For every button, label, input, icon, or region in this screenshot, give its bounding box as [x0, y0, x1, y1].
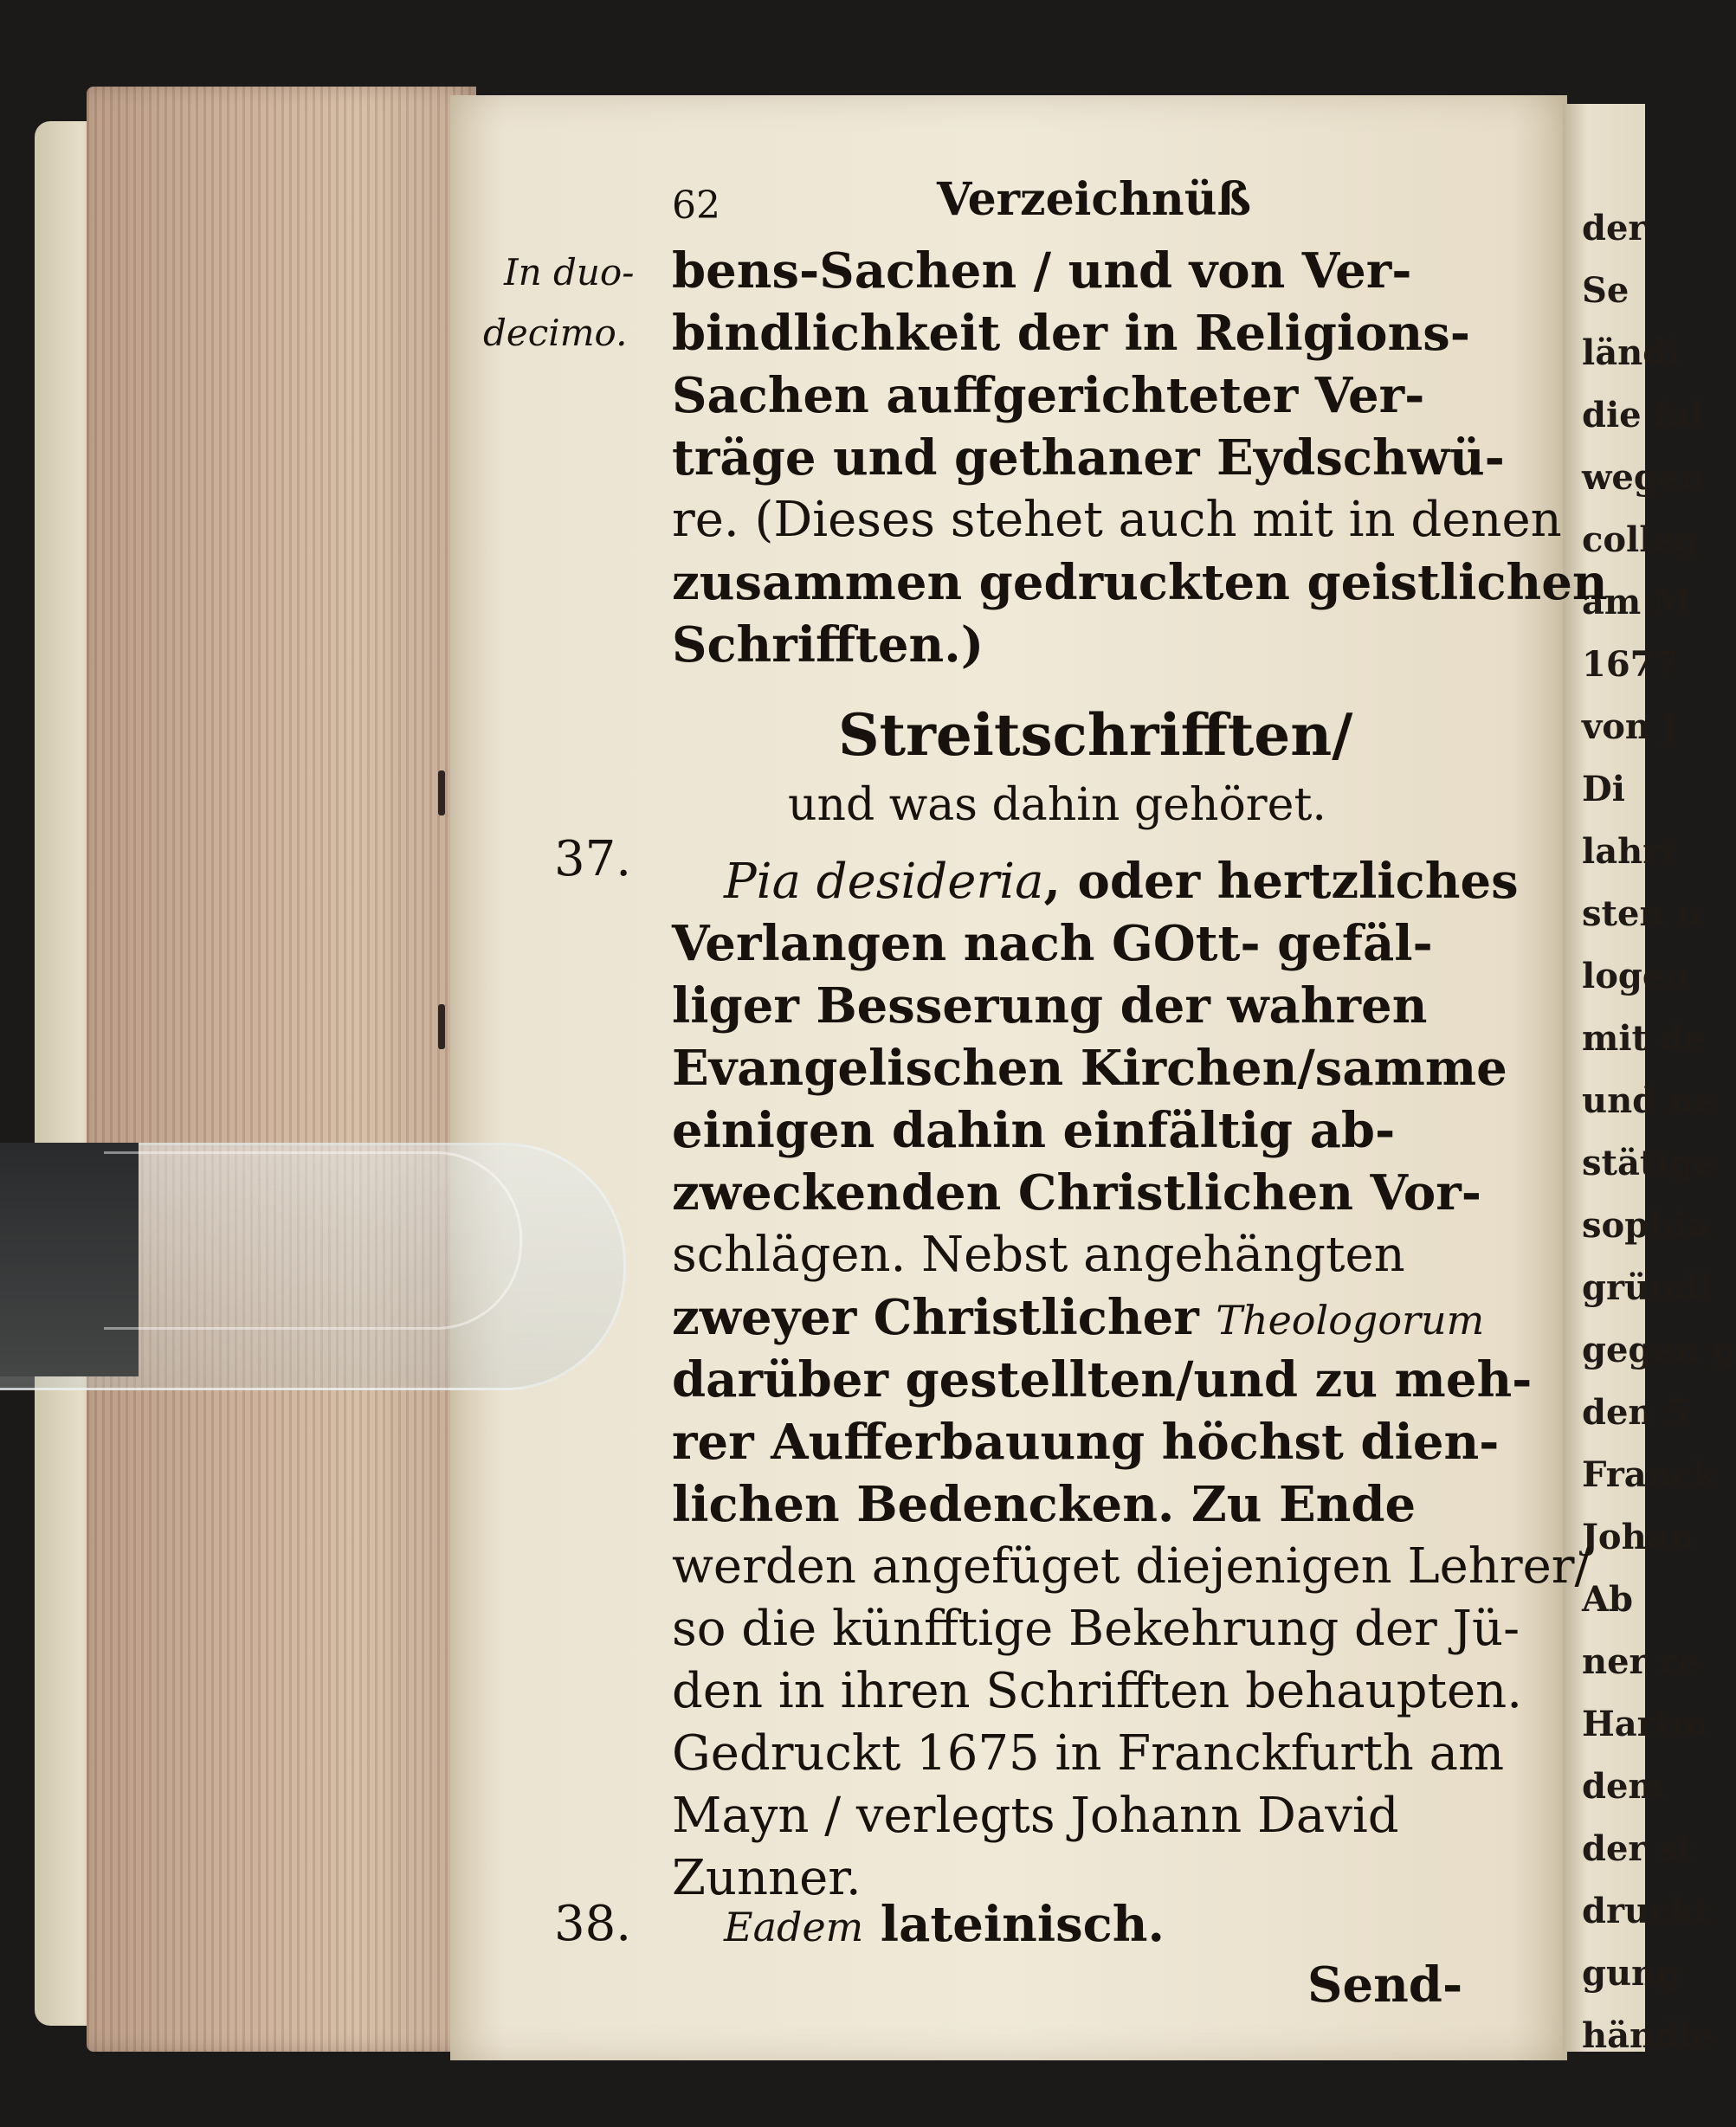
entry-number: 37. — [554, 831, 632, 887]
facing-page — [1563, 104, 1736, 2056]
text-line: liger Besserung der wahren — [672, 977, 1428, 1034]
text-line: den in ihren Schrifften behaupten. — [672, 1663, 1523, 1719]
facing-page-fragment: gung — [1582, 1953, 1681, 1994]
edge-mark — [438, 1004, 445, 1049]
facing-page-fragment: sten u — [1582, 893, 1702, 934]
facing-page-fragment: mit de — [1582, 1018, 1707, 1059]
text-line: werden angefüget diejenigen Lehrer/ — [672, 1538, 1591, 1595]
text-line: Zunner. — [672, 1850, 862, 1906]
entry-latin-term: Theologorum — [1216, 1297, 1485, 1344]
text-line: Sachen auffgerichteter Ver- — [672, 367, 1425, 424]
text-line: zweckenden Christlichen Vor- — [672, 1164, 1481, 1221]
facing-page-fragment: ländi — [1582, 332, 1681, 373]
facing-page-fragment: 1677 — [1582, 644, 1679, 685]
facing-page-fragment: Di — [1582, 769, 1625, 809]
facing-page-fragment: und ne — [1582, 1080, 1716, 1121]
section-heading: Streitschrifften/ — [838, 701, 1353, 769]
facing-page-fragment: stätige — [1582, 1143, 1716, 1183]
entry-number: 38. — [554, 1896, 632, 1952]
facing-page-fragment: am M — [1582, 582, 1692, 622]
margin-note-format: decimo. — [483, 312, 628, 354]
facing-page-fragment: Franck — [1582, 1454, 1717, 1495]
facing-page-fragment: lahrt — [1582, 831, 1677, 872]
text-line: Verlangen nach GOtt- gefäl- — [672, 915, 1433, 972]
text-line: lichen Bedencken. Zu Ende — [672, 1476, 1417, 1533]
facing-page-fragment: gegen g — [1582, 1330, 1736, 1370]
facing-page-fragment: dem — [1582, 1766, 1665, 1807]
text-line: re. (Dieses stehet auch mit in denen — [672, 492, 1562, 548]
facing-page-fragment: gründl — [1582, 1267, 1713, 1308]
facing-page-fragment: Se — [1582, 270, 1630, 311]
entry-first-line — [724, 853, 1519, 910]
text-line: bens-Sachen / und von Ver- — [672, 242, 1412, 300]
facing-page-fragment: sophia — [1582, 1205, 1710, 1246]
facing-page-fragment: logen — [1582, 956, 1690, 996]
entry-text: zweyer Christlicher — [672, 1289, 1199, 1346]
facing-page-fragment: ner re — [1582, 1641, 1701, 1682]
entry-text: , oder hertzliches — [1043, 853, 1519, 910]
facing-page-fragment: von J — [1582, 706, 1679, 747]
text-line: bindlichkeit der in Religions- — [672, 305, 1470, 362]
text-line: träge und gethaner Eydschwü- — [672, 429, 1505, 487]
text-line: rer Aufferbauung höchst dien- — [672, 1414, 1500, 1471]
text-line: Evangelischen Kirchen/samme — [672, 1040, 1507, 1097]
facing-page-fragment: händle — [1582, 2015, 1714, 2056]
section-subheading: und was dahin gehöret. — [788, 779, 1326, 831]
facing-page-fragment: Ab — [1582, 1579, 1634, 1620]
text-line: Schrifften.) — [672, 616, 984, 674]
text-line: darüber gestellten/und zu meh- — [672, 1351, 1533, 1408]
page-number: 62 — [672, 184, 720, 228]
facing-page-fragment: druckt — [1582, 1891, 1711, 1931]
facing-page-fragment: Johan — [1582, 1517, 1694, 1557]
entry-latin-title: Eadem — [724, 1904, 864, 1950]
facing-page-fragment: den 5 — [1582, 1392, 1690, 1433]
facing-page-fragment: Hartm — [1582, 1704, 1708, 1744]
entry-text: lateinisch. — [880, 1896, 1165, 1953]
facing-page-fragment: der st — [1582, 1828, 1694, 1869]
facing-page-fragment: colleg — [1582, 519, 1699, 560]
text-line: einigen dahin einfältig ab- — [672, 1102, 1396, 1159]
text-line: so die künfftige Bekehrung der Jü- — [672, 1601, 1520, 1657]
text-line: zusammen gedruckten geistlichen — [672, 554, 1608, 611]
text-line: Mayn / verlegts Johann David — [672, 1788, 1399, 1844]
running-header: Verzeichnüß — [937, 173, 1252, 226]
page-edges — [87, 87, 476, 2052]
text-line: schlägen. Nebst angehängten — [672, 1227, 1405, 1283]
clip-slot — [104, 1151, 522, 1330]
text-line — [672, 1289, 1484, 1346]
facing-page-fragment: der — [1582, 208, 1647, 248]
entry-first-line — [724, 1896, 1165, 1953]
facing-page-fragment: die fal — [1582, 395, 1704, 435]
facing-page-fragment: wegen — [1582, 457, 1706, 498]
edge-mark — [438, 770, 445, 815]
entry-latin-title: Pia desideria — [724, 854, 1044, 910]
catchword: Send- — [1307, 1956, 1463, 2014]
margin-note-format: In duo- — [504, 251, 635, 293]
text-line: Gedruckt 1675 in Franckfurth am — [672, 1725, 1505, 1782]
